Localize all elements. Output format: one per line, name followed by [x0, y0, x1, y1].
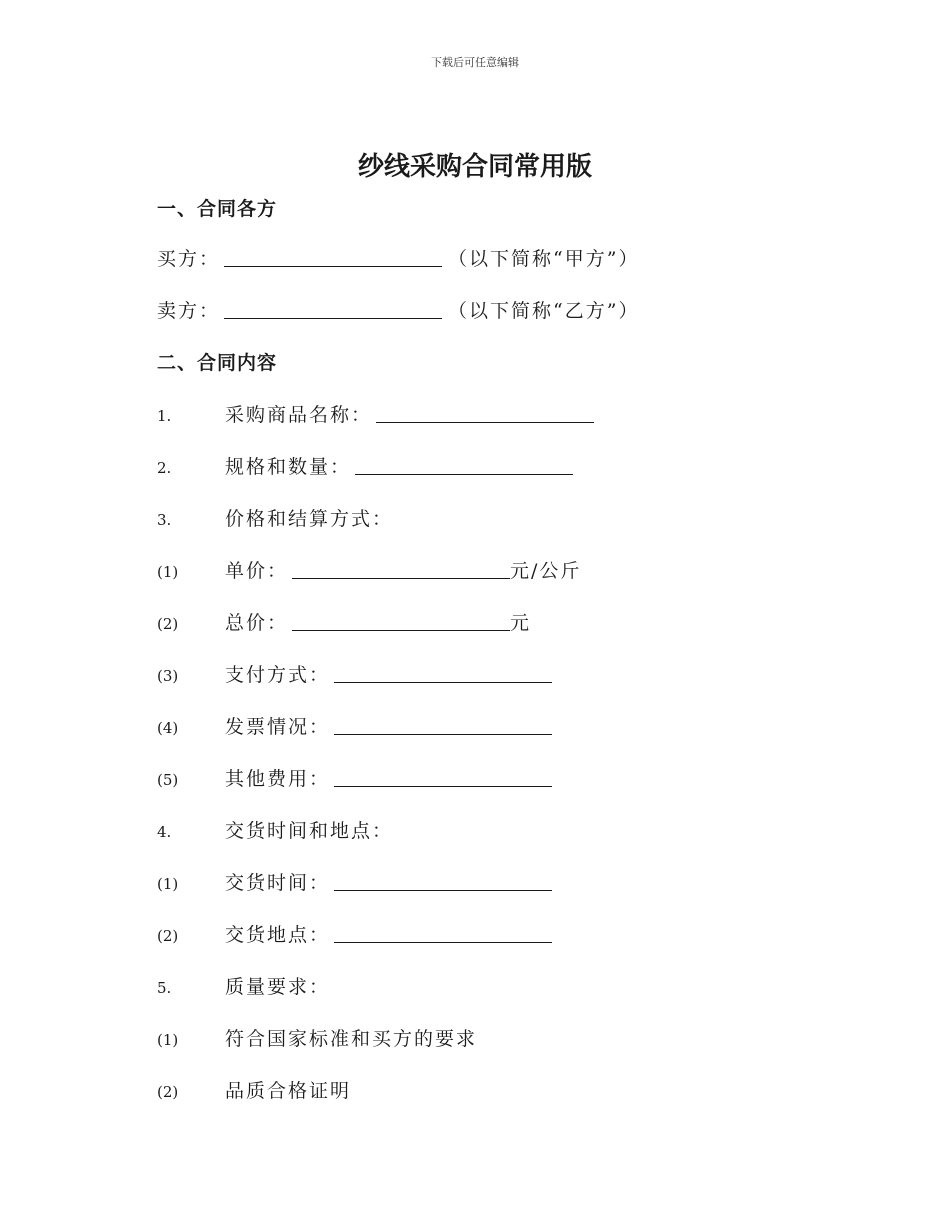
item-label: 总价：: [225, 612, 289, 634]
item-number: (2): [157, 615, 179, 633]
list-item: [157, 764, 552, 791]
item-blank[interactable]: [334, 922, 552, 943]
item-number: (1): [157, 1031, 179, 1049]
item-label: 价格和结算方式：: [225, 508, 394, 530]
item-label: 支付方式：: [225, 664, 331, 686]
item-number: (2): [157, 927, 179, 945]
item-label: 规格和数量：: [225, 456, 352, 478]
item-number: 4.: [157, 823, 172, 841]
item-blank[interactable]: [334, 766, 552, 787]
list-item: [157, 1076, 351, 1103]
list-item: [157, 400, 594, 427]
page-header-note: 下载后可任意编辑: [431, 56, 519, 69]
item-number: 3.: [157, 511, 172, 529]
item-label: 品质合格证明: [225, 1080, 352, 1102]
item-number: (1): [157, 563, 179, 581]
item-number: (1): [157, 875, 179, 893]
buyer-suffix: （以下简称“甲方”）: [448, 248, 640, 270]
list-item: [157, 556, 581, 583]
list-item: [157, 972, 330, 999]
section-heading-parties: 一、合同各方: [157, 198, 278, 220]
buyer-line: [157, 244, 639, 271]
item-label: 交货地点：: [225, 924, 331, 946]
seller-blank[interactable]: [224, 298, 442, 319]
list-item: [157, 452, 573, 479]
document-title: 纱线采购合同常用版: [357, 152, 592, 182]
item-blank[interactable]: [292, 558, 510, 579]
item-suffix: 元: [510, 612, 532, 634]
list-item: [157, 920, 552, 947]
buyer-blank[interactable]: [224, 246, 442, 267]
item-number: 1.: [157, 407, 172, 425]
item-blank[interactable]: [292, 610, 510, 631]
seller-line: [157, 296, 639, 323]
section-heading-content: 二、合同内容: [157, 352, 278, 374]
list-item: [157, 816, 393, 843]
seller-suffix: （以下简称“乙方”）: [448, 300, 640, 322]
item-label: 符合国家标准和买方的要求: [225, 1028, 478, 1050]
item-label: 交货时间：: [225, 872, 331, 894]
item-number: (5): [157, 771, 179, 789]
list-item: [157, 608, 531, 635]
list-item: [157, 712, 552, 739]
list-item: [157, 1024, 477, 1051]
item-blank[interactable]: [376, 402, 594, 423]
item-blank[interactable]: [355, 454, 573, 475]
item-number: 5.: [157, 979, 172, 997]
item-label: 发票情况：: [225, 716, 331, 738]
list-item: [157, 868, 552, 895]
seller-label: 卖方：: [157, 300, 221, 322]
item-label: 交货时间和地点：: [225, 820, 394, 842]
item-number: (4): [157, 719, 179, 737]
item-number: 2.: [157, 459, 172, 477]
item-number: (3): [157, 667, 179, 685]
item-blank[interactable]: [334, 714, 552, 735]
item-label: 质量要求：: [225, 976, 331, 998]
item-label: 其他费用：: [225, 768, 331, 790]
item-number: (2): [157, 1083, 179, 1101]
buyer-label: 买方：: [157, 248, 221, 270]
item-label: 单价：: [225, 560, 289, 582]
item-label: 采购商品名称：: [225, 404, 373, 426]
list-item: [157, 504, 393, 531]
item-suffix: 元/公斤: [510, 560, 582, 582]
item-blank[interactable]: [334, 870, 552, 891]
item-blank[interactable]: [334, 662, 552, 683]
list-item: [157, 660, 552, 687]
